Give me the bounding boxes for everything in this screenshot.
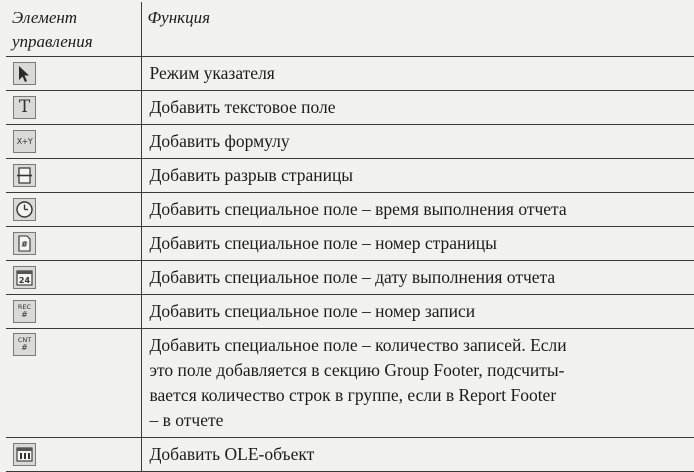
function-text-line: Добавить специальное поле – количество записей. Если <box>149 335 567 355</box>
controls-table <box>6 2 694 472</box>
function-text: Режим указателя <box>141 57 694 91</box>
function-text: Добавить текстовое поле <box>141 91 694 125</box>
function-text: Добавить формулу <box>141 125 694 159</box>
function-text: Добавить специальное поле – номер записи <box>141 295 694 329</box>
table-row <box>6 193 694 227</box>
calendar-icon: 24 <box>13 266 36 289</box>
text-field-icon: T <box>13 96 36 119</box>
table-row <box>6 125 694 159</box>
function-text-line: это поле добавляется в секцию Group Footer, подсчиты- <box>149 360 565 380</box>
function-text: Добавить специальное поле – время выполнения отчета <box>141 193 694 227</box>
page-break-icon <box>13 164 36 187</box>
header-control-line2: управления <box>12 32 93 51</box>
record-count-icon: CNT # <box>13 333 36 356</box>
function-text <box>141 329 694 438</box>
table-row <box>6 438 694 472</box>
function-text-line: – в отчете <box>149 410 224 430</box>
function-text: Добавить OLE-объект <box>141 438 694 472</box>
function-text: Добавить специальное поле – номер страницы <box>141 227 694 261</box>
clock-icon <box>13 198 36 221</box>
pointer-arrow-icon <box>13 62 36 85</box>
table-row <box>6 159 694 193</box>
function-text: Добавить разрыв страницы <box>141 159 694 193</box>
formula-icon: X+Y <box>13 130 36 153</box>
ole-object-icon <box>13 443 36 466</box>
table-header <box>6 2 694 57</box>
record-number-icon: REC # <box>13 300 36 323</box>
table-row <box>6 261 694 295</box>
header-control-line1: Элемент <box>12 8 78 27</box>
table-row <box>6 295 694 329</box>
table-row <box>6 329 694 438</box>
table-row <box>6 57 694 91</box>
table-row <box>6 227 694 261</box>
page-number-icon: # <box>13 232 36 255</box>
header-function-column: Функция <box>147 8 211 27</box>
table-row <box>6 91 694 125</box>
function-text-line: вается количество строк в группе, если в Report Footer <box>149 385 557 405</box>
function-text: Добавить специальное поле – дату выполнения отчета <box>141 261 694 295</box>
header-control-column <box>6 2 141 57</box>
